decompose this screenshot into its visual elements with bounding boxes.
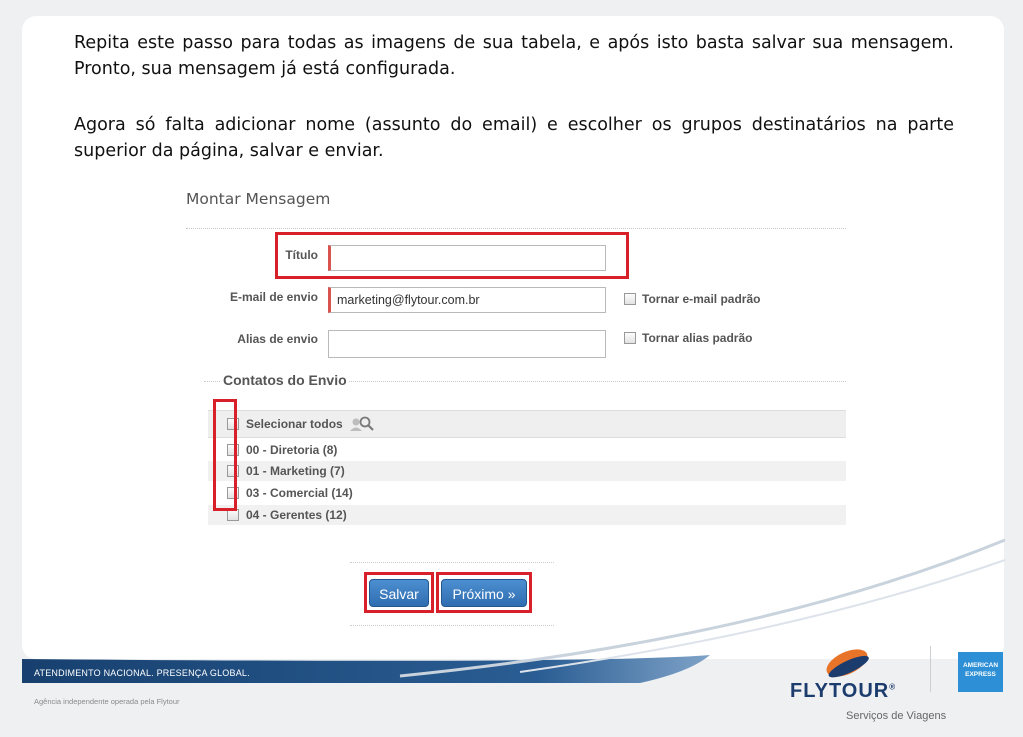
amex-logo (958, 652, 1003, 692)
save-button[interactable]: Salvar (369, 579, 429, 607)
titulo-label: Título (285, 248, 318, 262)
flytour-logo-icon (822, 648, 872, 678)
footer-tagline: ATENDIMENTO NACIONAL. PRESENÇA GLOBAL. (34, 668, 250, 678)
instruction-paragraph-2: Agora só falta adicionar nome (assunto do email) e escolher os grupos destinatários na parte superior da página, salvar e enviar. (74, 115, 954, 161)
form-title: Montar Mensagem (186, 190, 331, 208)
brand-name (790, 680, 896, 703)
instruction-paragraph-1: Repita este passo para todas as imagens de sua tabela, e após isto basta salvar sua mensagem. Pronto, sua mensagem já está configurada. (74, 33, 954, 79)
group-label: 03 - Comercial (14) (246, 486, 353, 500)
footer-subline: Agência independente operada pela Flytour (34, 697, 180, 706)
brand-text: FLYTOUR (790, 680, 890, 702)
brand-mark: ® (889, 682, 897, 692)
contacts-legend: Contatos do Envio (223, 372, 347, 388)
next-button[interactable]: Próximo » (441, 579, 527, 607)
alias-label: Alias de envio (237, 332, 318, 346)
email-default-label: Tornar e-mail padrão (642, 292, 761, 306)
amex-line2: EXPRESS (965, 671, 996, 678)
group-label: 00 - Diretoria (8) (246, 443, 338, 457)
services-label: Serviços de Viagens (846, 710, 947, 722)
select-all-label: Selecionar todos (246, 417, 343, 431)
group-label: 01 - Marketing (7) (246, 464, 345, 478)
email-input[interactable]: marketing@flytour.com.br (328, 287, 606, 313)
email-label: E-mail de envio (229, 290, 318, 304)
group-label: 04 - Gerentes (12) (246, 508, 347, 522)
logo-divider (930, 646, 931, 692)
amex-line1: AMERICAN (962, 662, 999, 669)
alias-default-label: Tornar alias padrão (642, 331, 753, 345)
